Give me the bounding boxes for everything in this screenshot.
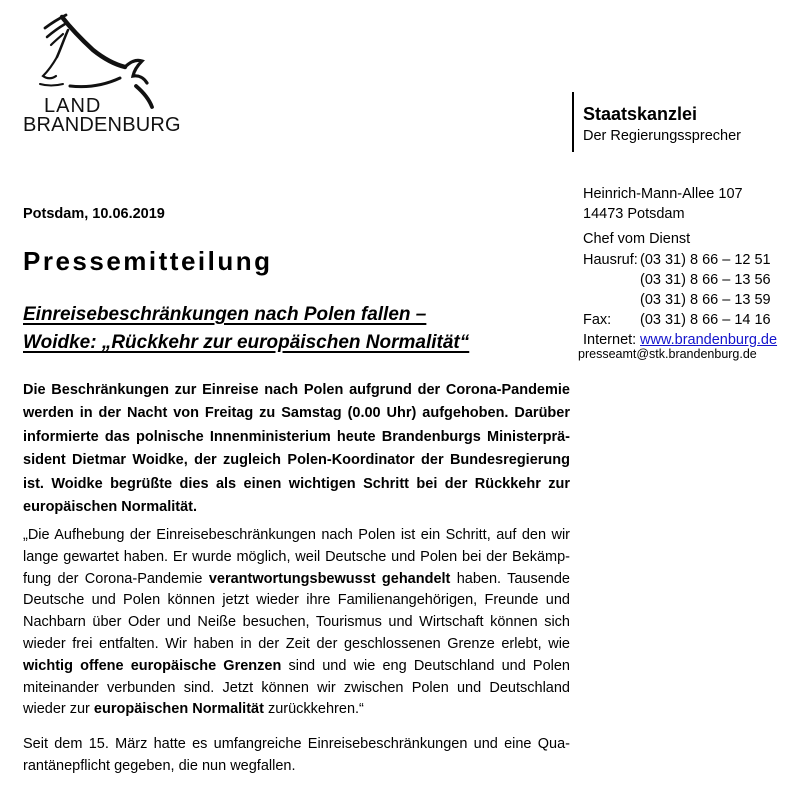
vertical-divider (572, 92, 574, 152)
text-line (23, 473, 570, 496)
text-line (23, 449, 570, 472)
contact-value: (03 31) 8 66 – 13 56 (640, 272, 771, 288)
dateline: Potsdam, 10.06.2019 (23, 206, 165, 222)
internet-link[interactable]: www.brandenburg.de (640, 332, 778, 348)
text-line (23, 525, 570, 547)
text-segment: Die Beschränkungen zur Einreise nach Polen aufgrund der Corona-Pandemie (23, 382, 570, 398)
contact-label (583, 270, 640, 290)
text-segment: lange gewartet haben. Er wurde möglich, weil Deutsche und Polen bei der Bekämp- (23, 548, 570, 565)
text-line (23, 547, 570, 569)
text-segment: sident Dietmar Woidke, der zugleich Polen-Koordinator der Bundesregierung (23, 452, 570, 469)
text-segment: europäischen Normalität. (23, 499, 198, 516)
text-line (23, 612, 570, 634)
closing-paragraph (23, 733, 570, 777)
sender-address (583, 184, 743, 224)
press-office-email: presseamt@stk.brandenburg.de (578, 347, 757, 361)
contact-value: (03 31) 8 66 – 13 59 (640, 292, 771, 308)
text-line (23, 678, 570, 700)
text-line (23, 496, 570, 519)
text-segment: Deutsche und Polen können jetzt wieder ihre Familienangehörigen, Freunde und (23, 592, 570, 609)
text-segment: Nachbarn über Oder und Neiße besuchen, Tourismus und Wirtschaft können sich (23, 614, 570, 631)
contact-label: Hausruf: (583, 252, 638, 268)
text-line (23, 656, 570, 678)
text-line (23, 426, 570, 449)
contact-row (583, 290, 777, 310)
text-segment: wieder frei entfalten. Wir haben in der Zeit der geschlossenen Grenze erlebt, wie (23, 635, 570, 652)
headline-line: Einreisebeschränkungen nach Polen fallen – (23, 304, 427, 325)
contact-rows (583, 250, 777, 350)
quote-paragraph (23, 525, 570, 721)
text-segment: fung der Corona-Pandemie (23, 570, 209, 587)
sender-name: Staatskanzlei (583, 104, 698, 124)
text-line (23, 379, 570, 402)
logo-text-brandenburg: BRANDENBURG (23, 114, 181, 136)
text-segment: wichtig offene europäische Grenzen (23, 657, 282, 674)
contact-label: Fax: (583, 312, 612, 328)
headline-line: Woidke: „Rückkehr zur europäischen Normalität“ (23, 332, 470, 353)
contact-value: (03 31) 8 66 – 12 51 (640, 252, 771, 268)
sender-department: Der Regierungssprecher (583, 128, 741, 144)
text-line (23, 590, 570, 612)
duty-officer-label: Chef vom Dienst (583, 231, 691, 247)
text-line (23, 699, 570, 721)
document-type-title: Pressemitteilung (23, 246, 273, 276)
text-line (23, 733, 570, 755)
contact-row (583, 310, 777, 330)
text-segment: miteinander verbunden sind. Jetzt können wir zwischen Polen und Deutschland (23, 679, 570, 696)
text-line (23, 634, 570, 656)
logo-text-land: LAND (44, 95, 102, 117)
text-segment: Seit dem 15. März hatte es umfangreiche Einreisebeschränkungen und eine Qua- (23, 736, 570, 752)
address-line: Heinrich-Mann-Allee 107 (583, 186, 743, 202)
lead-paragraph (23, 379, 570, 519)
text-segment: zurückkehren.“ (263, 701, 364, 718)
contact-row (583, 250, 777, 270)
text-segment: sind und wie eng Deutschland und Polen (281, 657, 570, 674)
text-line (23, 755, 570, 777)
text-segment: informierte das polnische Innenministerium heute Brandenburgs Ministerprä- (23, 428, 570, 445)
text-segment: wieder zur (23, 701, 94, 718)
contact-label (583, 290, 640, 310)
contact-value: (03 31) 8 66 – 14 16 (640, 312, 771, 328)
text-segment: verantwortungsbewusst gehandelt (208, 570, 451, 587)
text-segment: rantänepflicht gegeben, die nun wegfallen. (23, 758, 296, 774)
text-segment: ist. Woidke begrüßte dies als einen wichtigen Schritt bei der Rückkehr zur (23, 475, 570, 492)
address-line: 14473 Potsdam (583, 206, 685, 222)
contact-row (583, 270, 777, 290)
text-segment: europäischen Normalität (93, 701, 264, 718)
text-line (23, 402, 570, 425)
text-segment: haben. Tausende (450, 570, 570, 587)
contact-label: Internet: (583, 332, 637, 348)
text-line (23, 569, 570, 591)
text-segment: „Die Aufhebung der Einreisebeschränkungen nach Polen ist ein Schritt, auf den wir (23, 527, 570, 543)
headline (23, 301, 469, 357)
text-segment: werden in der Nacht von Freitag zu Samstag (0.00 Uhr) aufgehoben. Darüber (23, 405, 570, 422)
